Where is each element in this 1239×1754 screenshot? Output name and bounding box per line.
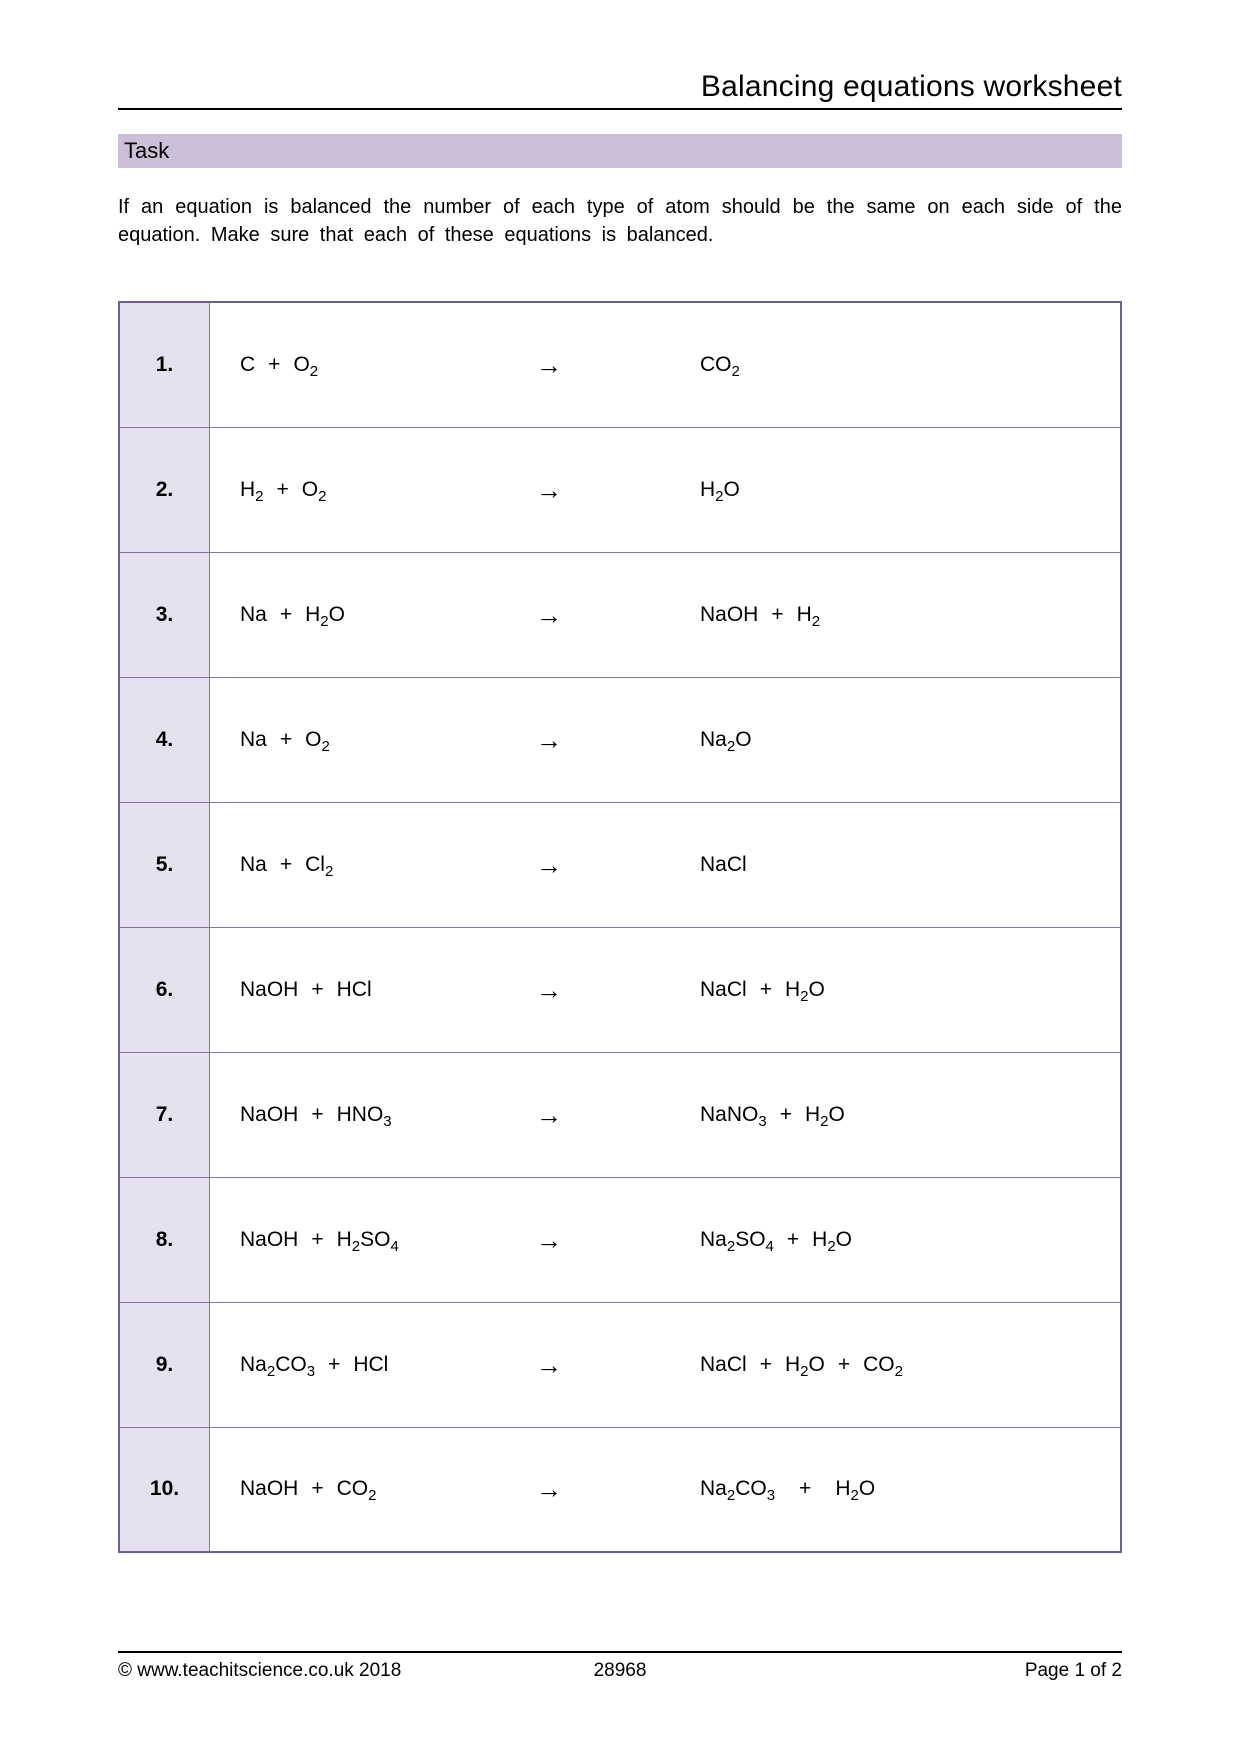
chemical-formula: HCl	[336, 977, 372, 1001]
instructions-text: If an equation is balanced the number of each type of atom should be the same on each side of the equation. Make sure that each of these equations is balanced.	[118, 196, 1122, 246]
equation-row	[119, 552, 1121, 677]
chemical-formula: NaOH	[240, 1227, 299, 1251]
plus-operator: +	[279, 727, 293, 751]
chemical-formula: NaOH	[700, 602, 759, 626]
reaction-arrow-icon: →	[536, 1224, 562, 1255]
equation-products	[700, 853, 747, 877]
chemical-formula: NaOH	[240, 1102, 299, 1126]
chemical-formula: NaCl	[700, 977, 747, 1001]
equation-products	[700, 977, 825, 1005]
equation-products	[700, 602, 821, 630]
chemical-formula: HCl	[353, 1352, 389, 1376]
chemical-formula: $Na_2SO_4$	[700, 1227, 774, 1255]
equation-products	[700, 1352, 903, 1380]
chemical-formula: $O_2$	[293, 352, 319, 380]
equation-reactants	[240, 1477, 536, 1505]
page-footer	[118, 1651, 1122, 1682]
equation-reactants	[240, 978, 536, 1002]
plus-operator: +	[328, 1352, 341, 1376]
reaction-arrow-icon: →	[536, 1474, 562, 1505]
equation-cell	[210, 677, 1122, 802]
chemical-formula: C	[240, 352, 256, 376]
equation-row	[119, 1052, 1121, 1177]
plus-operator: +	[311, 977, 324, 1001]
chemical-formula: $H_2O$	[784, 1352, 825, 1380]
equations-table	[118, 301, 1122, 1553]
equation-reactants	[240, 1352, 536, 1380]
plus-operator: +	[771, 602, 784, 626]
chemical-formula: $O_2$	[305, 727, 330, 755]
chemical-formula: Na	[240, 602, 267, 626]
equation-products	[700, 352, 740, 380]
equation-cell	[210, 802, 1122, 927]
equation-cell	[210, 927, 1122, 1052]
plus-operator: +	[311, 1102, 324, 1126]
equation-number: 5.	[119, 802, 210, 927]
equation-number: 7.	[119, 1052, 210, 1177]
chemical-formula: $CO_2$	[700, 352, 740, 380]
equation-cell	[210, 552, 1122, 677]
equation-cell	[210, 1177, 1122, 1302]
equation-products	[700, 477, 740, 505]
equation-number: 2.	[119, 427, 210, 552]
reaction-arrow-icon: →	[536, 349, 562, 380]
reaction-arrow-icon: →	[536, 724, 562, 755]
reaction-arrow-icon: →	[536, 1099, 562, 1130]
equation-cell	[210, 302, 1122, 427]
equation-number: 8.	[119, 1177, 210, 1302]
equation-products	[700, 1477, 876, 1505]
equations-table-body	[119, 302, 1121, 1552]
plus-operator: +	[311, 1477, 324, 1501]
chemical-formula: $O_2$	[301, 477, 327, 505]
chemical-formula: $H_2SO_4$	[336, 1227, 399, 1255]
plus-operator: +	[837, 1352, 851, 1376]
equation-cell	[210, 427, 1122, 552]
plus-operator: +	[786, 1227, 800, 1251]
plus-operator: +	[276, 477, 289, 501]
equation-row	[119, 1427, 1121, 1552]
page-header	[118, 0, 1122, 110]
task-banner	[118, 134, 1122, 168]
footer-copyright: © www.teachitscience.co.uk 2018	[118, 1660, 402, 1681]
chemical-formula: NaOH	[240, 1477, 299, 1501]
chemical-formula: $Na_2CO_3$	[700, 1477, 776, 1505]
chemical-formula: $Cl_2$	[305, 852, 334, 880]
equation-cell	[210, 1052, 1122, 1177]
reaction-arrow-icon: →	[536, 474, 562, 505]
equation-row	[119, 302, 1121, 427]
worksheet-page	[118, 0, 1122, 1754]
plus-operator: +	[268, 352, 281, 376]
chemical-formula: $CO_2$	[336, 1477, 377, 1505]
equation-number: 9.	[119, 1302, 210, 1427]
footer-document-id: 28968	[593, 1660, 647, 1681]
plus-operator: +	[759, 977, 772, 1001]
reaction-arrow-icon: →	[536, 1349, 562, 1380]
equation-row	[119, 1177, 1121, 1302]
equation-row	[119, 802, 1121, 927]
equation-cell	[210, 1302, 1122, 1427]
equation-reactants	[240, 1102, 536, 1130]
chemical-formula: $CO_2$	[863, 1352, 903, 1380]
plus-operator: +	[311, 1227, 324, 1251]
equation-cell	[210, 1427, 1122, 1552]
equation-reactants	[240, 352, 536, 380]
chemical-formula: $H_2O$	[804, 1102, 845, 1130]
chemical-formula: $HNO_3$	[336, 1102, 392, 1130]
chemical-formula: $Na_2O$	[700, 727, 752, 755]
chemical-formula: NaCl	[700, 852, 747, 876]
plus-operator: +	[279, 852, 293, 876]
equation-reactants	[240, 852, 536, 880]
chemical-formula: $H_2$	[796, 602, 821, 630]
equation-row	[119, 427, 1121, 552]
equation-number: 6.	[119, 927, 210, 1052]
chemical-formula: $H_2O$	[784, 977, 825, 1005]
equation-number: 10.	[119, 1427, 210, 1552]
equation-reactants	[240, 1227, 536, 1255]
chemical-formula: NaNO$_3$	[700, 1102, 767, 1130]
chemical-formula: NaCl	[700, 1352, 747, 1376]
chemical-formula: NaOH	[240, 977, 299, 1001]
footer-page-indicator: Page 1 of 2	[1024, 1660, 1123, 1681]
equation-reactants	[240, 727, 536, 755]
chemical-formula: $H_2O$	[812, 1227, 853, 1255]
equation-products	[700, 1102, 845, 1130]
equation-row	[119, 1302, 1121, 1427]
reaction-arrow-icon: →	[536, 599, 562, 630]
reaction-arrow-icon: →	[536, 849, 562, 880]
equation-number: 3.	[119, 552, 210, 677]
plus-operator: +	[279, 602, 293, 626]
chemical-formula: Na	[240, 727, 267, 751]
equation-row	[119, 927, 1121, 1052]
reaction-arrow-icon: →	[536, 974, 562, 1005]
page-title: Balancing equations worksheet	[700, 70, 1122, 103]
equation-reactants	[240, 477, 536, 505]
task-banner-label: Task	[124, 138, 170, 163]
equation-products	[700, 727, 752, 755]
chemical-formula: Na	[240, 852, 267, 876]
equation-reactants	[240, 602, 536, 630]
equation-products	[700, 1227, 853, 1255]
equation-number: 4.	[119, 677, 210, 802]
chemical-formula: $H_2O$	[305, 602, 345, 630]
plus-operator: +	[759, 1352, 772, 1376]
chemical-formula: $H_2$	[240, 477, 264, 505]
plus-operator: +	[779, 1102, 792, 1126]
chemical-formula: $Na_2CO_3$	[240, 1352, 316, 1380]
equation-number: 1.	[119, 302, 210, 427]
chemical-formula: $H_2O$	[700, 477, 740, 505]
plus-operator: +	[799, 1477, 812, 1501]
chemical-formula: $H_2O$	[835, 1477, 876, 1505]
equation-row	[119, 677, 1121, 802]
